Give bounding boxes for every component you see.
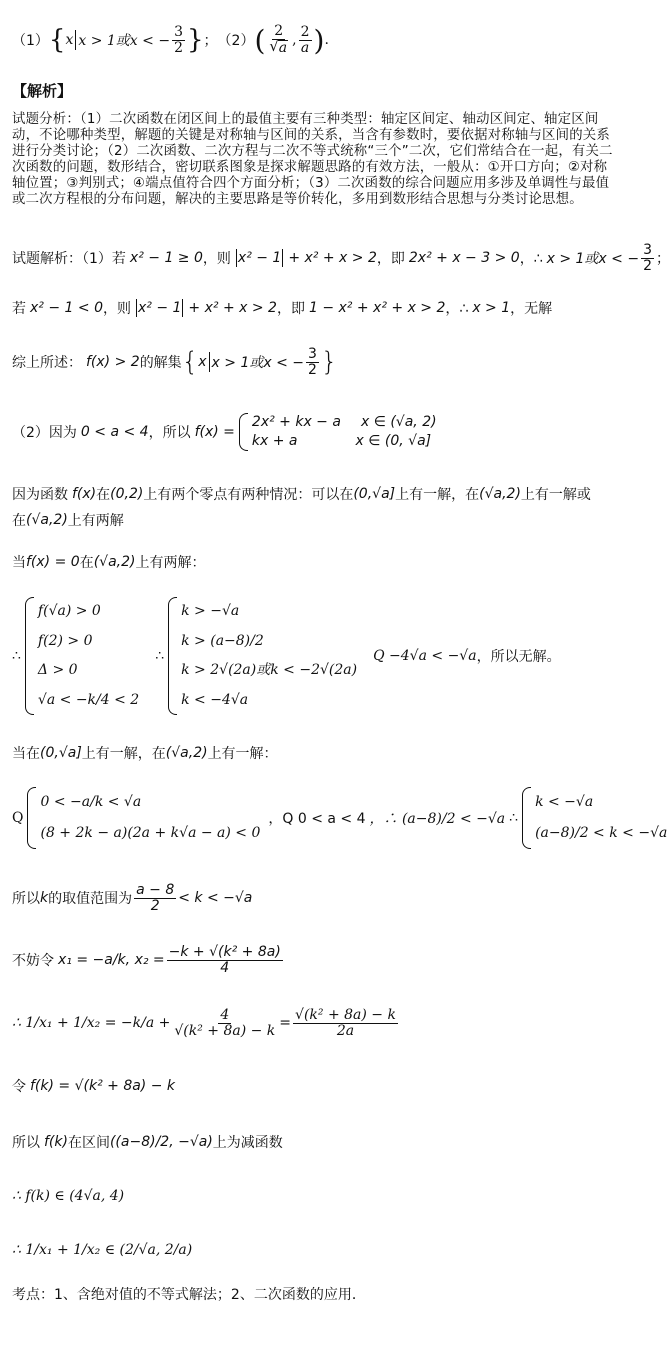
frac-2-sqrt-a: 2 √ a bbox=[269, 23, 288, 56]
set-brace-right: } bbox=[187, 25, 204, 55]
case2-line: 当在 (0,√a] 上有一解，在 (√a,2) 上有一解： bbox=[12, 745, 278, 762]
k-range-line: 所以 k 的取值范围为 $\frac{a - 8}{2}$ < k < −√a bbox=[12, 881, 253, 914]
sys1-line-3: Δ > 0 bbox=[37, 662, 78, 679]
final-range-line: ∴ 1/x₁ + 1/x₂ ∈ (2/√a, 2/a) bbox=[12, 1242, 193, 1258]
analysis-heading: 【解析】 bbox=[12, 82, 73, 100]
kaodian-line: 考点：1、含绝对值的不等式解法；2、二次函数的应用． bbox=[12, 1287, 366, 1303]
decreasing-line: 所以 f(k) 在区间 ((a−8)/2, −√a) 上为减函数 bbox=[12, 1134, 283, 1151]
fk-range-line: ∴ f(k) ∈ (4√a, 4) bbox=[12, 1188, 125, 1204]
zeros-line-1: 因为函数 f(x) 在 (0,2) 上有两个零点有两种情况：可以在 (0,√a] 上有一解，在 (√a,2) 上有一解或 bbox=[12, 486, 591, 503]
sys3-line-2: (8 + 2k − a)(2a + k√a − a) < 0 bbox=[40, 825, 261, 842]
set-brace-left: { bbox=[48, 25, 66, 55]
part2-label: （2） bbox=[217, 33, 255, 49]
part1-label: （1） bbox=[12, 33, 49, 49]
case1-systems: ∴ f(√a) > 0 f(2) > 0 Δ > 0 √a < −k/4 < 2 ∴ k > −√a k > (a−8)/2 k > 2√(2a)或k < −2√(2a) k < −4√a Q −4√a < −√a ，所以无解。 bbox=[12, 596, 561, 716]
frac-3-2: $\frac{3}{2}$ bbox=[174, 23, 183, 56]
sys1-line-1: f(√a) > 0 bbox=[37, 603, 101, 620]
answer-line: （1） { x x > 1或x < − $\frac{3}{2}$ } ； （2） ( 2 √ a , $\frac{2}{a}$ ) . bbox=[12, 23, 329, 57]
case1-line: 当 f(x) = 0 在 (√a,2) 上有两解： bbox=[12, 554, 206, 571]
sys2-line-3: k > 2√(2a)或k < −2√(2a) bbox=[181, 662, 358, 679]
piecewise-line: （2）因为 0 < a < 4 ，所以 f(x) = 2x² + kx − a x ∈ (√a, 2) kx + a x ∈ (0, √a] bbox=[12, 414, 437, 449]
let-x-line: 不妨令 x₁ = −a/k, x₂ = $\frac{\text{−k + √(k² + 8a)}}{4}$ bbox=[12, 943, 281, 976]
sys3-line-1: 0 < −a/k < √a bbox=[40, 794, 142, 811]
sys2-line-2: k > (a−8)/2 bbox=[181, 632, 264, 649]
case2-systems: Q 0 < −a/k < √a (8 + 2k − a)(2a + k√a − a) < 0 ，Q 0 < a < 4 ，∴ (a−8)/2 < −√a ∴ k < −√a (a−8)/2 < k < −√a bbox=[12, 786, 671, 850]
frac-2-a: $\frac{2}{a}$ bbox=[300, 23, 310, 56]
analysis-paragraph: 试题分析：（1）二次函数在闭区间上的最值主要有三种类型：轴定区间定、轴动区间定、轴定区间动，不论哪种类型，解题的关键是对称轴与区间的关系，当含有参数时，要依据对称轴与区间的关系进行分类讨论；（2）二次函数、二次方程与二次不等式统称“三个”二次，它们常结合在一起，有关二次函数的问题，数形结合，密切联系图象是探求解题思路的有效方法，一般从：①开口方向；②对称轴位置；③判别式；④端点值符合四个方面分析；（3）二次函数的综合问题应用多涉及单调性与最值或二次方程根的分布问题，解决的主要思路是等价转化，多用到数形结合思想与分类讨论思想。 bbox=[12, 112, 613, 207]
define-fk-line: 令 f(k) = √(k² + 8a) − k bbox=[12, 1078, 176, 1095]
sys4-line-2: (a−8)/2 < k < −√a bbox=[535, 825, 668, 842]
summary-line: 综上所述： f(x) > 2 的解集 { x x > 1或x < − $\frac{3}{2}$ } bbox=[12, 345, 338, 378]
sys4-line-1: k < −√a bbox=[535, 794, 594, 811]
solution-line-1: 试题解析：（1）若 x² − 1 ≥ 0 ，则 x² − 1 + x² + x > 2 ，即 2x² + x − 3 > 0 ，∴ x > 1或x < − $\frac{3}{2}$ ； bbox=[12, 241, 671, 274]
sys1-line-4: √a < −k/4 < 2 bbox=[37, 691, 140, 708]
sys1-line-2: f(2) > 0 bbox=[37, 632, 93, 649]
sys2-line-4: k < −4√a bbox=[181, 691, 249, 708]
sum-line: ∴ 1/x₁ + 1/x₂ = −k/a + $\frac{4}{\text{√(k² + 8a) − k}}$ = $\frac{\text{√(k² + 8a) − k}}{2a}$ bbox=[12, 1006, 396, 1039]
zeros-line-2: 在 (√a,2) 上有两解 bbox=[12, 512, 124, 529]
set-condition: x > 1或x < − bbox=[78, 33, 171, 49]
sys2-line-1: k > −√a bbox=[181, 603, 240, 620]
set-prefix: x bbox=[65, 32, 74, 48]
solution-line-2: 若 x² − 1 < 0 ，则 x² − 1 + x² + x > 2 ，即 1 − x² + x² + x > 2 ，∴ x > 1 ，无解 bbox=[12, 300, 553, 317]
